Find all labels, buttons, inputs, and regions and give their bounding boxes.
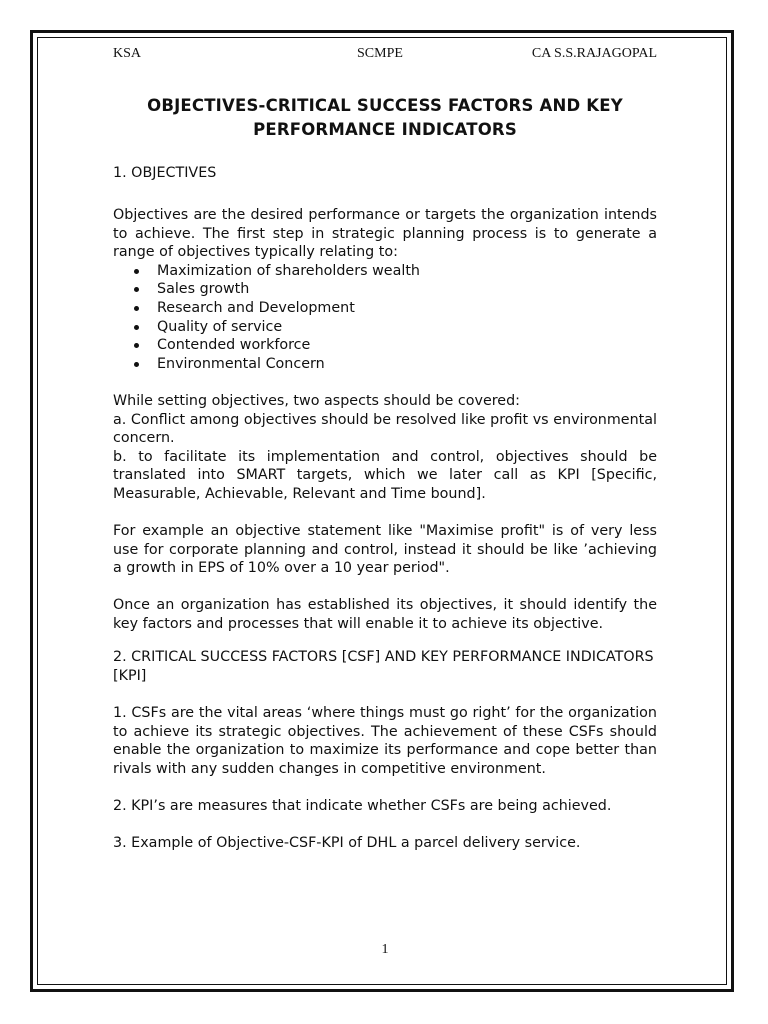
objectives-list-item: Contended workforce — [157, 336, 657, 355]
document-body — [113, 164, 657, 853]
title-line-1: OBJECTIVES-CRITICAL SUCCESS FACTORS AND KEY — [147, 96, 623, 115]
section-2-heading: 2. CRITICAL SUCCESS FACTORS [CSF] AND KEY PERFORMANCE INDICATORS [KPI] — [113, 648, 654, 684]
objectives-list — [113, 262, 657, 374]
objectives-list-item: Quality of service — [157, 318, 657, 337]
objectives-list-item: Environmental Concern — [157, 355, 657, 374]
aspect-a: a. Conflict among objectives should be resolved like profit vs environmental concern. — [113, 411, 657, 447]
document-title — [113, 94, 657, 142]
page-number: 1 — [381, 942, 389, 957]
header-right-text: CA S.S.RAJAGOPAL — [531, 46, 657, 61]
closing-paragraph: Once an organization has established its objectives, it should identify the key factors and processes that will enable it to achieve its objective. — [113, 597, 657, 633]
title-line-2: PERFORMANCE INDICATORS — [253, 120, 517, 139]
objectives-list-item: Research and Development — [157, 299, 657, 318]
page-header — [113, 46, 657, 66]
csf-point-2: 2. KPI’s are measures that indicate whether CSFs are being achieved. — [113, 798, 612, 815]
objectives-list-item: Sales growth — [157, 280, 657, 299]
objectives-list-item: Maximization of shareholders wealth — [157, 262, 657, 281]
section-1-heading: 1. OBJECTIVES — [113, 165, 217, 181]
csf-point-3: 3. Example of Objective-CSF-KPI of DHL a parcel delivery service. — [113, 835, 581, 852]
section-1-intro: Objectives are the desired performance or targets the organization intends to achieve. The first step in strategic planning process is to generate a range of objectives typically relating to: — [113, 207, 657, 261]
header-left-text: KSA — [113, 46, 142, 61]
header-center-text: SCMPE — [357, 46, 403, 61]
aspects-lead: While setting objectives, two aspects should be covered: — [113, 392, 520, 409]
aspect-b: b. to facilitate its implementation and control, objectives should be translated into SMART targets, which we later call as KPI [Specific, Measurable, Achievable, Relevant and Time bound]. — [113, 448, 657, 502]
example-paragraph: For example an objective statement like "Maximise profit" is of very less use for corporate planning and control, instead it should be like ’achieving a growth in EPS of 10% over a 10 year period". — [113, 523, 657, 577]
csf-point-1: 1. CSFs are the vital areas ‘where things must go right’ for the organization to achieve its strategic objectives. The achievement of these CSFs should enable the organization to maximize its performance and cope better than rivals with any sudden changes in competitive environment. — [113, 705, 657, 778]
